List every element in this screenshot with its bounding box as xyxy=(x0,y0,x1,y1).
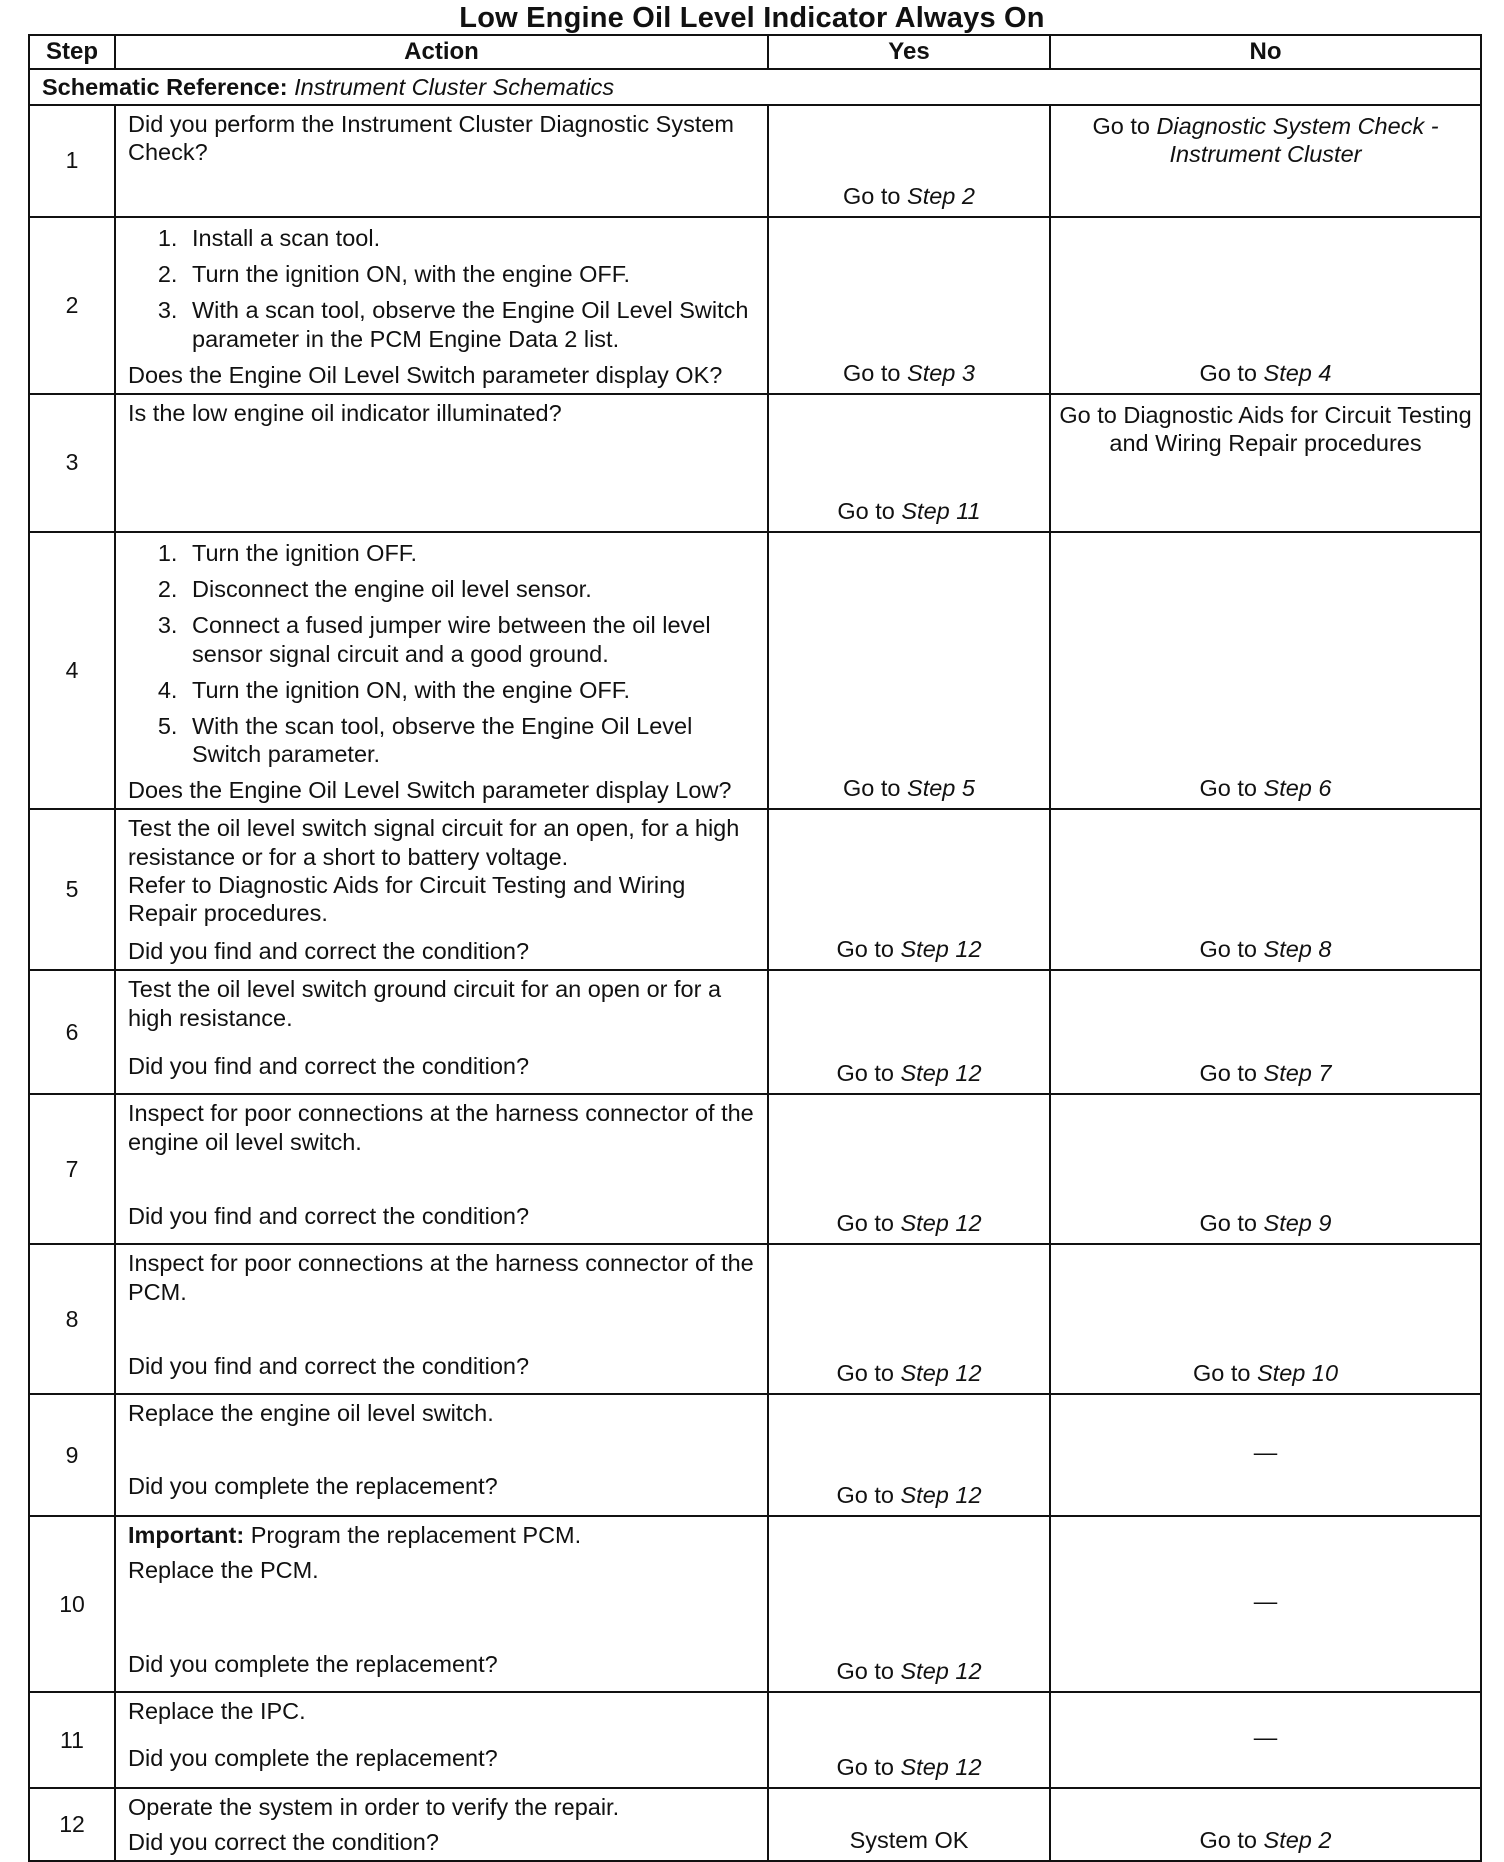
schematic-reference-link[interactable]: Instrument Cluster Schematics xyxy=(294,73,615,100)
step-number: 1 xyxy=(29,105,115,217)
substep-item: 3. With a scan tool, observe the Engine Oil Level Switch parameter in the PCM Engine Data 2 list. xyxy=(184,296,757,352)
substep-item: 3. Connect a fused jumper wire between the oil level sensor signal circuit and a good ground. xyxy=(184,611,757,667)
step-number: 10 xyxy=(29,1516,115,1692)
goto-text: Go to xyxy=(836,1210,894,1237)
no-procedure-link[interactable]: Go to Diagnostic Aids for Circuit Testing and Wiring Repair procedures xyxy=(1059,401,1472,457)
action-question: Did you complete the replacement? xyxy=(128,1472,498,1499)
yes-cell xyxy=(768,394,1050,532)
system-ok-text: System OK xyxy=(849,1826,969,1853)
no-step-link[interactable]: Step 4 xyxy=(1263,359,1332,386)
step-number: 5 xyxy=(29,809,115,970)
header-no: No xyxy=(1050,35,1481,69)
yes-cell xyxy=(768,217,1050,394)
action-text: Replace the PCM. xyxy=(128,1556,319,1583)
goto-text: Go to xyxy=(1192,1360,1251,1387)
table-row xyxy=(29,970,1481,1094)
schematic-reference-label: Schematic Reference: xyxy=(42,73,288,100)
no-dash: — xyxy=(1253,1439,1278,1466)
step-number: 7 xyxy=(29,1094,115,1244)
no-cell xyxy=(1050,970,1481,1094)
substep-list xyxy=(128,539,757,768)
yes-step-link[interactable]: Step 12 xyxy=(900,1658,982,1685)
no-cell xyxy=(1050,1394,1481,1516)
header-step: Step xyxy=(29,35,115,69)
no-dash: — xyxy=(1253,1588,1278,1615)
no-cell xyxy=(1050,1094,1481,1244)
yes-step-link[interactable]: Step 5 xyxy=(907,775,975,802)
schematic-reference-row xyxy=(29,69,1481,105)
step-number: 4 xyxy=(29,532,115,810)
action-question: Did you find and correct the condition? xyxy=(128,938,530,965)
yes-cell xyxy=(768,1516,1050,1692)
goto-text: Go to xyxy=(1199,775,1257,802)
yes-cell xyxy=(768,1394,1050,1516)
action-text: Test the oil level switch ground circuit for an open or for a high resistance. xyxy=(128,976,722,1031)
table-row xyxy=(29,1094,1481,1244)
goto-text: Go to xyxy=(1199,1210,1257,1237)
action-text: Operate the system in order to verify the repair. xyxy=(128,1794,620,1821)
no-cell xyxy=(1050,1244,1481,1394)
yes-step-link[interactable]: Step 12 xyxy=(900,1060,982,1087)
yes-step-link[interactable]: Step 3 xyxy=(907,359,975,386)
action-cell xyxy=(115,532,768,810)
yes-step-link[interactable]: Step 2 xyxy=(907,182,975,209)
no-cell xyxy=(1050,809,1481,970)
yes-cell xyxy=(768,1094,1050,1244)
no-procedure-link[interactable]: Diagnostic System Check - Instrument Cluster xyxy=(1156,113,1439,168)
goto-text: Go to xyxy=(1199,1826,1257,1853)
document-title: Low Engine Oil Level Indicator Always On xyxy=(459,2,1045,34)
header-action: Action xyxy=(115,35,768,69)
action-text: Did you perform the Instrument Cluster Diagnostic System Check? xyxy=(128,111,735,166)
goto-text: Go to xyxy=(836,936,894,963)
goto-text: Go to xyxy=(1199,359,1257,386)
no-step-link[interactable]: Step 8 xyxy=(1263,936,1332,963)
yes-cell xyxy=(768,970,1050,1094)
no-step-link[interactable]: Step 2 xyxy=(1263,1826,1332,1853)
goto-text: Go to xyxy=(836,1658,894,1685)
no-step-link[interactable]: Step 9 xyxy=(1263,1210,1332,1237)
step-number: 12 xyxy=(29,1788,115,1860)
action-question: Did you complete the replacement? xyxy=(128,1650,498,1677)
no-cell xyxy=(1050,1788,1481,1860)
action-text: Inspect for poor connections at the harness connector of the engine oil level switch. xyxy=(128,1100,754,1155)
table-row xyxy=(29,1244,1481,1394)
no-cell xyxy=(1050,532,1481,810)
action-cell xyxy=(115,217,768,394)
yes-cell xyxy=(768,1244,1050,1394)
yes-cell xyxy=(768,1692,1050,1788)
action-cell xyxy=(115,394,768,532)
no-cell xyxy=(1050,1516,1481,1692)
important-label: Important: xyxy=(128,1522,245,1549)
step-number: 3 xyxy=(29,394,115,532)
no-cell xyxy=(1050,1692,1481,1788)
yes-cell xyxy=(768,1788,1050,1860)
substep-item: 1. Turn the ignition OFF. xyxy=(184,539,757,567)
no-step-link[interactable]: Step 6 xyxy=(1263,775,1332,802)
goto-text: Go to xyxy=(1199,1060,1257,1087)
yes-step-link[interactable]: Step 12 xyxy=(900,1482,982,1509)
goto-text: Go to xyxy=(1092,113,1150,139)
yes-cell xyxy=(768,532,1050,810)
action-question: Did you find and correct the condition? xyxy=(128,1202,530,1229)
yes-step-link[interactable]: Step 12 xyxy=(900,1360,982,1387)
action-text: Test the oil level switch signal circuit for an open, for a high resistance or for a short to battery voltage. xyxy=(128,815,740,870)
action-question: Did you find and correct the condition? xyxy=(128,1352,530,1379)
action-cell xyxy=(115,105,768,217)
substep-item: 5. With the scan tool, observe the Engine Oil Level Switch parameter. xyxy=(184,712,757,768)
yes-step-link[interactable]: Step 11 xyxy=(901,497,981,524)
no-cell xyxy=(1050,217,1481,394)
action-cell xyxy=(115,1692,768,1788)
substep-item: 2. Disconnect the engine oil level sensor. xyxy=(184,575,757,603)
substep-item: 4. Turn the ignition ON, with the engine OFF. xyxy=(184,676,757,704)
table-row xyxy=(29,1516,1481,1692)
table-row xyxy=(29,809,1481,970)
action-question: Does the Engine Oil Level Switch parameter display OK? xyxy=(128,361,723,388)
action-cell xyxy=(115,970,768,1094)
no-cell xyxy=(1050,105,1481,217)
table-row xyxy=(29,532,1481,810)
important-note xyxy=(128,1521,757,1549)
action-question: Does the Engine Oil Level Switch parameter display Low? xyxy=(128,777,732,804)
table-row xyxy=(29,217,1481,394)
table-row xyxy=(29,105,1481,217)
action-question: Did you correct the condition? xyxy=(128,1828,439,1855)
substep-list xyxy=(128,224,757,353)
action-cell xyxy=(115,1094,768,1244)
no-cell xyxy=(1050,394,1481,532)
yes-step-link[interactable]: Step 12 xyxy=(900,1210,982,1237)
action-text: Replace the IPC. xyxy=(128,1698,306,1725)
goto-text: Go to xyxy=(836,1360,894,1387)
action-cell xyxy=(115,1394,768,1516)
action-text: Inspect for poor connections at the harness connector of the PCM. xyxy=(128,1250,754,1305)
action-text: Is the low engine oil indicator illuminated? xyxy=(128,399,562,426)
table-row xyxy=(29,1394,1481,1516)
action-cell xyxy=(115,1244,768,1394)
action-text: Refer to Diagnostic Aids for Circuit Testing and Wiring Repair procedures. xyxy=(128,871,686,926)
goto-text: Go to xyxy=(843,359,901,386)
goto-text: Go to xyxy=(843,182,901,209)
action-cell xyxy=(115,809,768,970)
no-step-link[interactable]: Step 7 xyxy=(1263,1060,1332,1087)
header-yes: Yes xyxy=(768,35,1050,69)
no-step-link[interactable]: Step 10 xyxy=(1257,1360,1339,1387)
yes-step-link[interactable]: Step 12 xyxy=(900,1754,982,1781)
action-question: Did you find and correct the condition? xyxy=(128,1052,530,1079)
header-row xyxy=(29,35,1481,69)
table-row xyxy=(29,394,1481,532)
table-row xyxy=(29,1788,1481,1860)
yes-step-link[interactable]: Step 12 xyxy=(900,936,982,963)
diagnostic-table xyxy=(28,34,1482,1862)
step-number: 9 xyxy=(29,1394,115,1516)
action-question: Did you complete the replacement? xyxy=(128,1744,498,1771)
action-cell xyxy=(115,1788,768,1860)
action-cell xyxy=(115,1516,768,1692)
substep-item: 2. Turn the ignition ON, with the engine OFF. xyxy=(184,260,757,288)
goto-text: Go to xyxy=(836,1060,894,1087)
action-text: Replace the engine oil level switch. xyxy=(128,1400,494,1427)
step-number: 2 xyxy=(29,217,115,394)
substep-item: 1. Install a scan tool. xyxy=(184,224,757,252)
goto-text: Go to xyxy=(836,1482,894,1509)
table-row xyxy=(29,1692,1481,1788)
goto-text: Go to xyxy=(1199,936,1257,963)
no-dash: — xyxy=(1253,1724,1278,1751)
goto-text: Go to xyxy=(843,775,901,802)
goto-text: Go to xyxy=(836,1754,894,1781)
step-number: 6 xyxy=(29,970,115,1094)
yes-cell xyxy=(768,809,1050,970)
yes-cell xyxy=(768,105,1050,217)
goto-text: Go to xyxy=(837,497,895,524)
important-text: Program the replacement PCM. xyxy=(250,1522,582,1549)
schematic-reference xyxy=(29,69,1481,105)
step-number: 8 xyxy=(29,1244,115,1394)
step-number: 11 xyxy=(29,1692,115,1788)
